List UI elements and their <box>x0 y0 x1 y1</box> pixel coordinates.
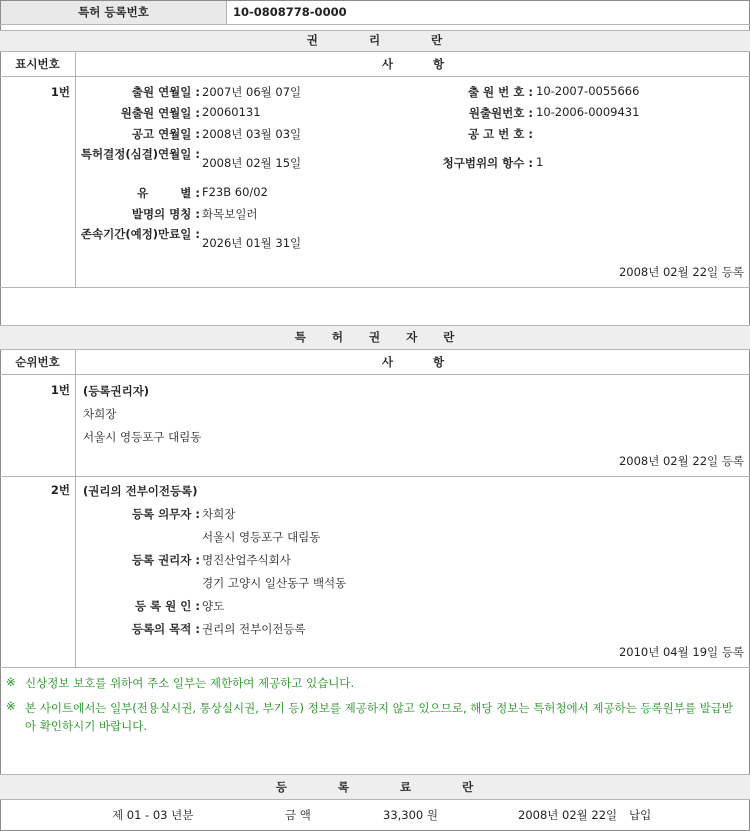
divider <box>0 76 750 77</box>
obligor-address: 서울시 영등포구 대림동 <box>202 530 321 544</box>
original-filing-date-label: 원출원 연월일 : <box>120 106 200 120</box>
transfer-cause-value: 양도 <box>202 599 225 613</box>
transfer-entry-heading: (권리의 전부이전등록) <box>83 484 198 498</box>
fee-status: 납입 <box>629 808 652 822</box>
classification-label: 유 별 : <box>137 186 200 200</box>
rights-col-index: 표시번호 <box>15 57 60 71</box>
obligor-value: 차희장 <box>202 507 236 521</box>
invention-title-value: 화목보일러 <box>202 207 258 221</box>
original-application-number-value: 10-2006-0009431 <box>536 105 640 119</box>
publication-number-label: 공 고 번 호 : <box>467 127 533 141</box>
patentee-col-content: 사 항 <box>381 355 445 369</box>
notice-mark: ※ <box>6 699 16 713</box>
column-divider <box>75 52 76 287</box>
rights-registration-date: 2008년 02월 22일 등록 <box>618 265 744 279</box>
reg-number-value: 10-0808778-0000 <box>233 5 347 19</box>
fee-amount-label: 금 액 <box>285 808 311 822</box>
claims-count-label: 청구범위의 항수 : <box>442 156 533 170</box>
patentee-address: 서울시 영등포구 대림동 <box>83 430 202 444</box>
decision-date-value: 2008년 02월 15일 <box>202 156 302 170</box>
original-application-number-label: 원출원번호 : <box>468 106 533 120</box>
transfer-entry-date: 2010년 04월 19일 등록 <box>618 645 744 659</box>
notice-privacy: 신상정보 보호를 위하여 주소 일부는 제한하여 제공하고 있습니다. <box>25 676 355 690</box>
fee-payment-date: 2008년 02월 22일 <box>518 808 618 822</box>
obligor-label: 등록 의무자 : <box>131 507 200 521</box>
notice-partial-info: 본 사이트에서는 일부(전용실시권, 통상실시권, 부기 등) 정보를 제공하지 않고 있으므로, 해당 정보는 특허청에서 제공하는 등록원부를 발급받아 확인하시기 바랍니다. <box>25 701 733 733</box>
fee-amount: 33,300 원 <box>383 808 439 822</box>
transfer-cause-label: 등 록 원 인 : <box>134 599 200 613</box>
divider <box>0 476 750 477</box>
reg-number-label: 특허 등록번호 <box>78 5 149 19</box>
reg-number-label-cell <box>1 1 226 24</box>
classification-value: F23B 60/02 <box>202 185 268 199</box>
publication-date-label: 공고 연월일 : <box>131 127 200 141</box>
patentee-name: 차희장 <box>83 407 117 421</box>
fee-period: 제 01 - 03 년분 <box>112 808 194 822</box>
publication-date-value: 2008년 03월 03일 <box>202 127 302 141</box>
divider <box>0 374 750 375</box>
assignee-address: 경기 고양시 일산동구 백석동 <box>202 576 347 590</box>
invention-title-label: 발명의 명칭 : <box>131 207 200 221</box>
assignee-value: 명진산업주식회사 <box>202 553 291 567</box>
transfer-entry-no: 2번 <box>50 483 70 497</box>
claims-count-value: 1 <box>536 155 544 169</box>
divider <box>0 667 750 668</box>
application-number-label: 출 원 번 호 : <box>467 85 533 99</box>
notice-mark: ※ <box>6 675 16 689</box>
fee-section-title: 등 록 료 란 <box>0 775 750 799</box>
patentee-entry-date: 2008년 02월 22일 등록 <box>618 454 744 468</box>
decision-date-label: 특허결정(심결)연월일 : <box>80 147 200 161</box>
original-filing-date-value: 20060131 <box>202 105 261 119</box>
reg-number-value-cell <box>226 1 749 24</box>
rights-col-content: 사 항 <box>381 57 445 71</box>
column-divider <box>75 350 76 667</box>
expiry-date-value: 2026년 01월 31일 <box>202 236 302 250</box>
divider <box>0 30 750 31</box>
assignee-label: 등록 권리자 : <box>131 553 200 567</box>
divider <box>0 24 750 25</box>
divider <box>0 799 750 800</box>
patentee-col-index: 순위번호 <box>15 355 60 369</box>
expiry-date-label: 존속기간(예정)만료일 : <box>80 227 200 241</box>
rights-section-title: 권 리 란 <box>0 30 750 51</box>
application-number-value: 10-2007-0055666 <box>536 84 640 98</box>
patentee-entry-no: 1번 <box>50 383 70 397</box>
transfer-purpose-value: 권리의 전부이전등록 <box>202 622 306 636</box>
transfer-purpose-label: 등록의 목적 : <box>131 622 200 636</box>
rights-entry-no: 1번 <box>50 85 70 99</box>
patentee-section-title: 특 허 권 자 란 <box>0 326 750 349</box>
patentee-entry-heading: (등록권리자) <box>83 384 150 398</box>
filing-date-label: 출원 연월일 : <box>131 85 200 99</box>
divider <box>0 287 750 288</box>
filing-date-value: 2007년 06월 07일 <box>202 85 302 99</box>
